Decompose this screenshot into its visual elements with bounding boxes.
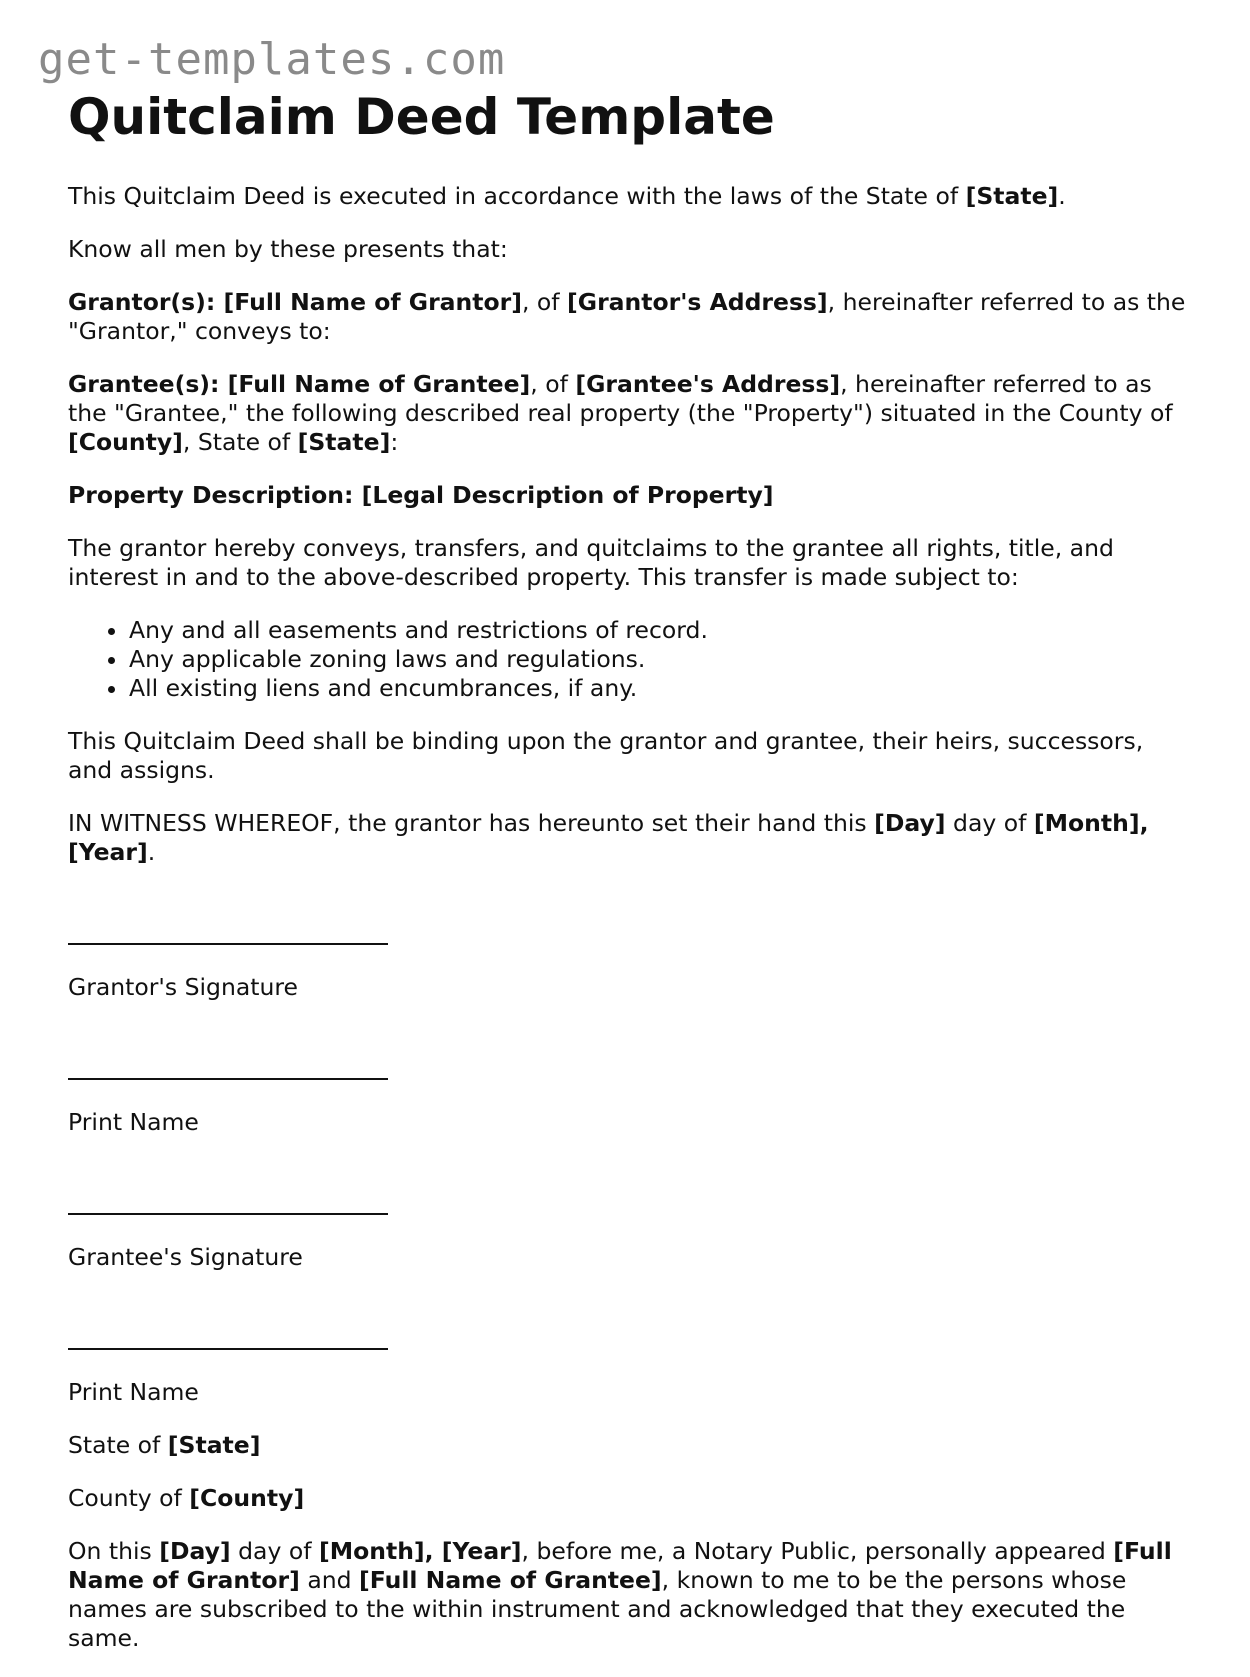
grantee-label: Grantee(s): [Full Name of Grantee] [68,370,531,398]
conditions-list [68,616,1188,703]
property-description [68,481,1188,510]
grantor-signature-line[interactable] [68,916,388,945]
grantee-print-name-label: Print Name [68,1378,199,1406]
grantor-print-name-label: Print Name [68,1108,199,1136]
notary-paragraph [68,1537,1188,1653]
intro-end: . [1058,182,1066,210]
notary-state [68,1431,1188,1460]
grantor-print-name-line[interactable] [68,1051,388,1080]
grantor-paragraph [68,288,1188,346]
know-all-paragraph: Know all men by these presents that: [68,235,508,263]
grantee-rest: , hereinafter referred to as the "Grantee," the following described real property (the "Property") situated in the County of [68,370,1173,427]
notary-grantor-name-placeholder: [Full Name of Grantor] [68,1537,1172,1594]
notary-before-me: , before me, a Notary Public, personally appeared [521,1537,1114,1565]
witness-day-placeholder: [Day] [874,809,946,837]
document-body [68,86,1188,1677]
list-item: • Any applicable zoning laws and regulations. [129,645,1188,674]
grantor-rest: , hereinafter referred to as the "Grantor," conveys to: [68,288,1186,345]
grantee-county-placeholder: [County] [68,428,183,456]
notary-month-year-placeholder: [Month], [Year] [318,1537,522,1565]
grantor-label: Grantor(s): [Full Name of Grantor] [68,288,522,316]
notary-state-label: State of [68,1431,168,1459]
grantee-address-placeholder: [Grantee's Address] [575,370,841,398]
grantee-state-pre: , State of [182,428,298,456]
witness-paragraph [68,809,1188,867]
grantor-of: , of [521,288,568,316]
grantee-signature-label: Grantee's Signature [68,1243,303,1271]
grantee-end: : [390,428,399,456]
notary-day-of: day of [230,1537,319,1565]
notary-and: and [299,1566,360,1594]
grantee-paragraph [68,370,1188,457]
grantor-address-placeholder: [Grantor's Address] [567,288,828,316]
witness-month-year-placeholder: [Month], [Year] [68,809,1149,866]
witness-end: . [147,838,156,866]
witness-day-of: day of [945,809,1034,837]
document-title: Quitclaim Deed Template [68,88,775,146]
notary-on-this: On this [68,1537,160,1565]
grantee-print-name-line[interactable] [68,1321,388,1350]
grantee-of: , of [530,370,576,398]
notary-day-placeholder: [Day] [159,1537,231,1565]
notary-state-placeholder: [State] [167,1431,261,1459]
notary-grantee-name-placeholder: [Full Name of Grantee] [359,1566,662,1594]
conveyance-paragraph: The grantor hereby conveys, transfers, and quitclaims to the grantee all rights, title, and interest in and to the above-described property. This transfer is made subject to: [68,534,1114,591]
notary-county-label: County of [68,1484,190,1512]
watermark: get-templates.com [38,34,506,85]
list-item: • All existing liens and encumbrances, if any. [129,674,1188,703]
grantor-signature-label: Grantor's Signature [68,973,298,1001]
list-item: • Any and all easements and restrictions of record. [129,616,1188,645]
intro-state-placeholder: [State] [965,182,1059,210]
binding-paragraph: This Quitclaim Deed shall be binding upon the grantor and grantee, their heirs, successors, and assigns. [68,727,1144,784]
notary-county-placeholder: [County] [189,1484,305,1512]
grantee-state-placeholder: [State] [297,428,391,456]
witness-text: IN WITNESS WHEREOF, the grantor has hereunto set their hand this [68,809,875,837]
intro-paragraph [68,182,1188,211]
property-description-text: Property Description: [Legal Description of Property] [68,481,774,509]
notary-rest: , known to me to be the persons whose names are subscribed to the within instrument and acknowledged that they executed the same. [68,1566,1127,1652]
intro-text: This Quitclaim Deed is executed in accordance with the laws of the State of [68,182,966,210]
grantee-signature-line[interactable] [68,1186,388,1215]
notary-county [68,1484,1188,1513]
